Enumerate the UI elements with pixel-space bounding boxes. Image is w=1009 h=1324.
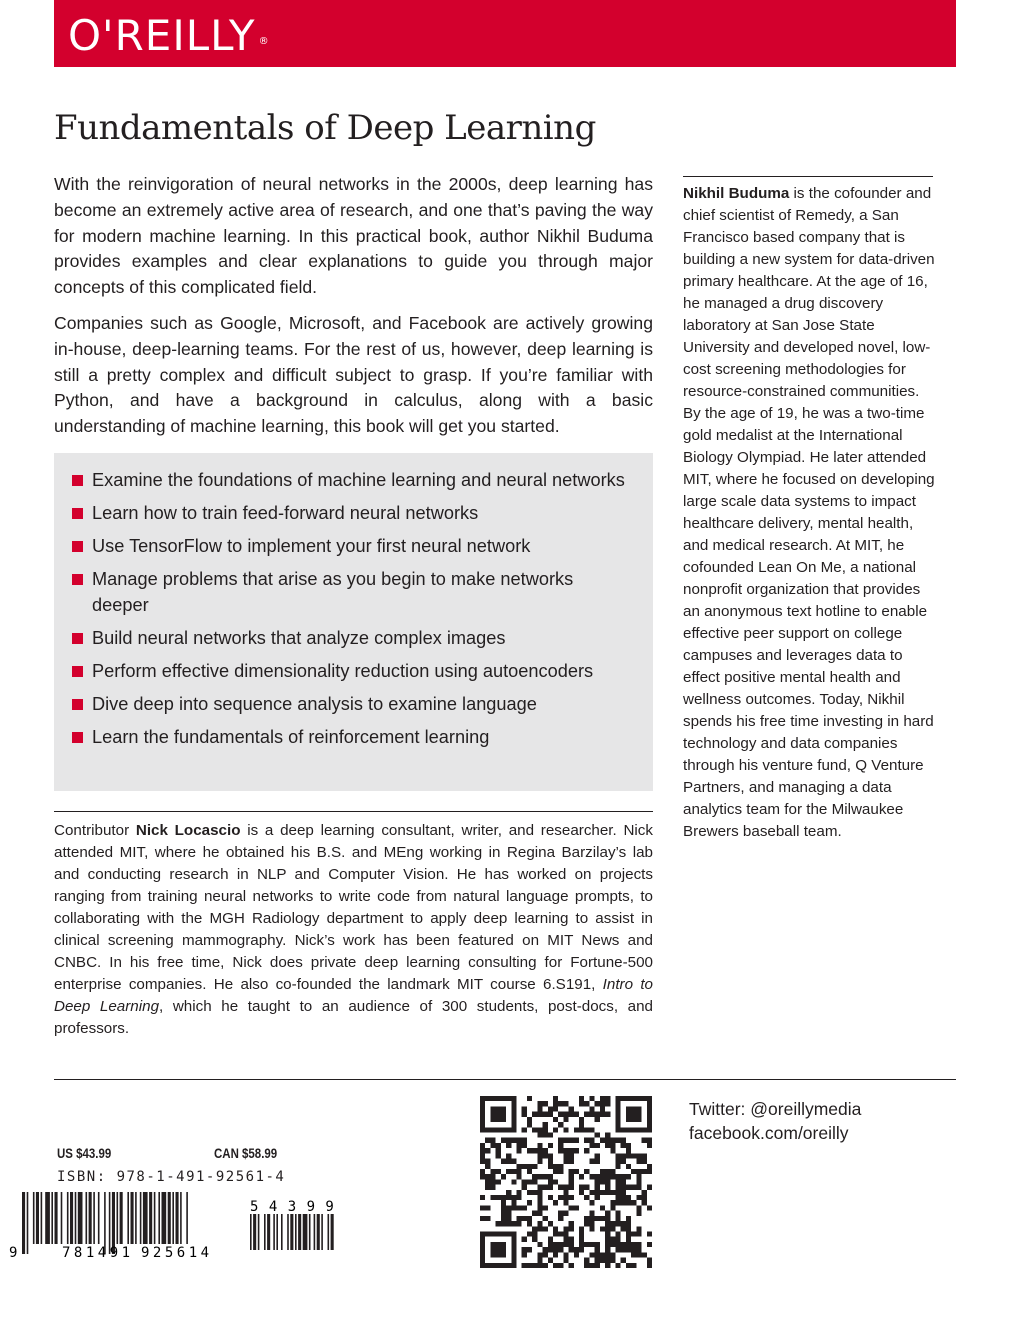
red-square-icon	[72, 666, 83, 677]
oreilly-logo: O'REILLY ®	[68, 11, 270, 60]
feature-item: Perform effective dimensionality reduction using autoencoders	[72, 658, 633, 684]
feature-item: Learn the fundamentals of reinforcement learning	[72, 724, 633, 750]
feature-list	[54, 453, 653, 750]
author-name: Nikhil Buduma	[683, 185, 790, 202]
isbn-number: ISBN: 978-1-491-92561-4	[57, 1169, 286, 1185]
red-square-icon	[72, 541, 83, 552]
us-price: US $43.99	[57, 1146, 112, 1161]
facebook-url: facebook.com/oreilly	[689, 1123, 849, 1143]
barcode-digits-right: 925614	[141, 1245, 213, 1261]
feature-item: Examine the foundations of machine learning and neural networks	[72, 467, 633, 493]
author-divider	[683, 176, 933, 177]
feature-item: Build neural networks that analyze complex images	[72, 625, 633, 651]
red-square-icon	[72, 508, 83, 519]
contributor-name: Nick Locascio	[135, 822, 241, 839]
author-bio: Nikhil Buduma is the cofounder and chief scientist of Remedy, a San Francisco based company that is building a new system for data-driven primary healthcare. At the age of 16, he managed a drug discovery laboratory at San Jose State University and developed novel, low-cost screening methodologies for resource-constrained communities. By the age of 19, he was a two-time gold medalist at the International Biology Olympiad. He later attended MIT, where he focused on developing large scale data systems to impact healthcare delivery, mental health, and medical research. At MIT, he cofounded Lean On Me, a national nonprofit organization that provides an anonymous text hotline to enable effective peer support on college campuses and leverages data to effect positive mental health and wellness outcomes. Today, Nikhil spends his free time investing in hard technology and data companies through his venture fund, Q Venture Partners, and managing a data analytics team for the Milwaukee Brewers baseball team.	[683, 185, 935, 840]
social-links	[689, 1097, 861, 1145]
red-square-icon	[72, 475, 83, 486]
barcode-leading-digit: 9	[9, 1245, 18, 1261]
course-title: Intro to Deep Learning	[54, 976, 653, 1015]
can-price: CAN $58.99	[214, 1146, 278, 1161]
red-square-icon	[72, 633, 83, 644]
barcode-digits-left: 781491	[62, 1245, 134, 1261]
description-paragraph: With the reinvigoration of neural networks in the 2000s, deep learning has become an extremely active area of research, and one that’s paving the way for modern machine learning. In this practical book, author Nikhil Buduma provides examples and clear explanations to guide you through major concepts of this complicated field.	[54, 174, 653, 298]
red-square-icon	[72, 699, 83, 710]
footer-divider	[54, 1079, 956, 1080]
feature-item: Manage problems that arise as you begin to make networks deeper	[72, 566, 633, 618]
feature-item: Use TensorFlow to implement your first neural network	[72, 533, 633, 559]
contributor-divider	[54, 811, 653, 812]
contributor-bio: Contributor Nick Locascio is a deep learning consultant, writer, and researcher. Nick attended MIT, where he obtained his B.S. and MEng working in Regina Barzilay’s lab and conducting research in NLP and Computer Vision. He has worked on projects ranging from training neural networks to write code from natural language prompts, to collaborating with the MGH Radiology department to apply deep learning to assist in clinical screening mammography. Nick’s work has been featured on MIT News and CNBC. In his free time, Nick does private deep learning consulting for Fortune-500 enterprise companies. He also co-founded the landmark MIT course 6.S191, Intro to Deep Learning, which he taught to an audience of 300 students, post-docs, and professors.	[54, 822, 653, 1037]
red-square-icon	[72, 732, 83, 743]
barcode-addon-digits: 5 4 3 9 9	[250, 1199, 335, 1215]
publisher-banner	[54, 0, 956, 67]
feature-item: Dive deep into sequence analysis to examine language	[72, 691, 633, 717]
feature-item: Learn how to train feed-forward neural networks	[72, 500, 633, 526]
qr-code-icon	[480, 1096, 652, 1268]
feature-list-box	[54, 453, 653, 791]
isbn-barcode-icon	[0, 1190, 345, 1270]
book-description	[54, 172, 653, 450]
description-paragraph: Companies such as Google, Microsoft, and Facebook are actively growing in-house, deep-learning teams. For the rest of us, however, deep learning is still a pretty complex and difficult subject to grasp. If you’re familiar with Python, and have a background in calculus, along with a basic understanding of machine learning, this book will get you started.	[54, 312, 653, 437]
twitter-handle: Twitter: @oreillymedia	[689, 1099, 862, 1119]
book-title: Fundamentals of Deep Learning	[54, 108, 596, 148]
red-square-icon	[72, 574, 83, 585]
